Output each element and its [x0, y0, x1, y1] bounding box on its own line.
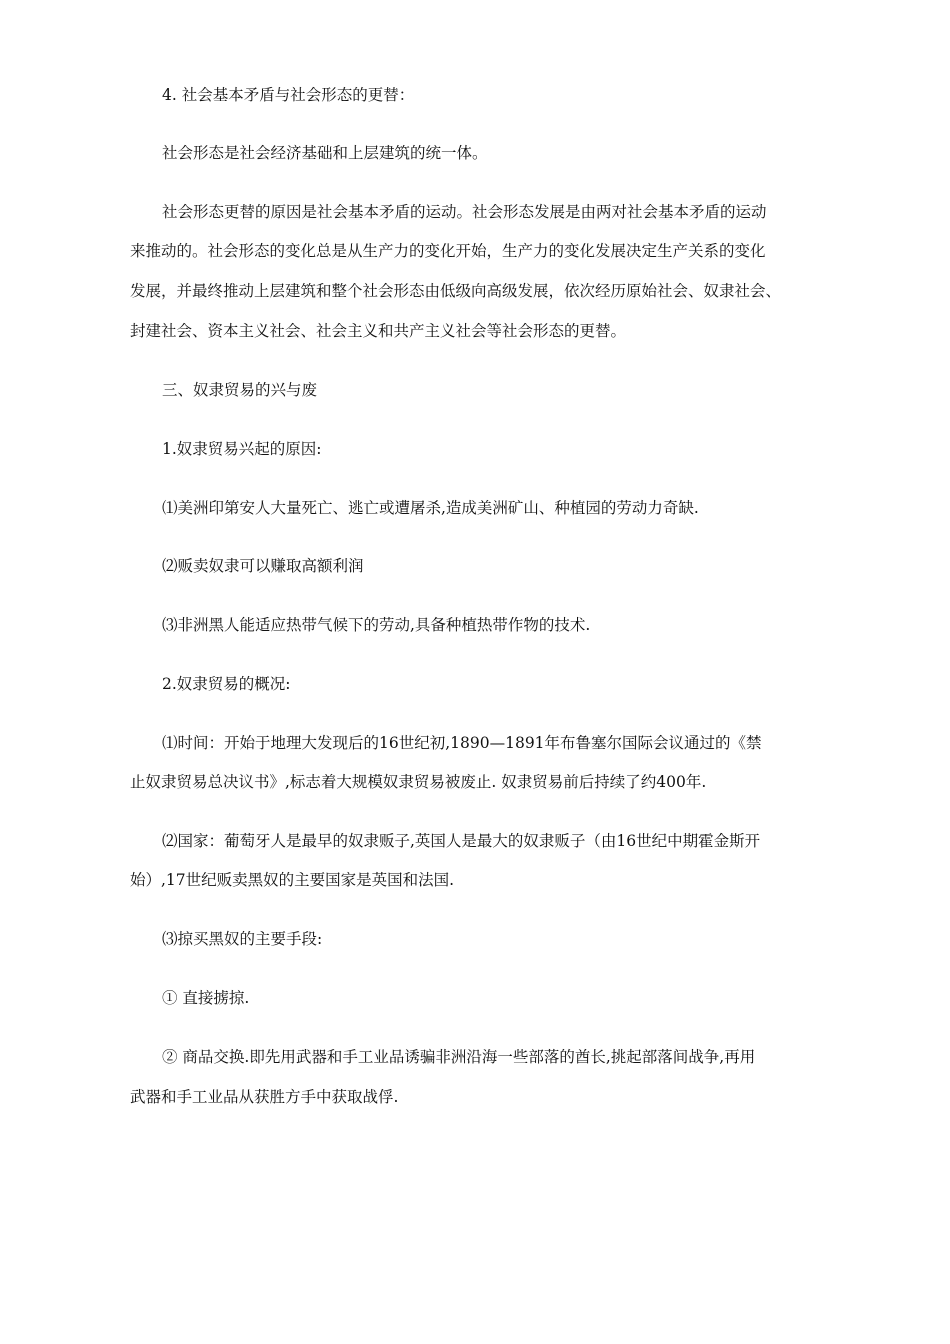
- list-item: ⑶非洲黑人能适应热带气候下的劳动,具备种植热带作物的技术.: [162, 616, 591, 634]
- subheading-overview: 2.奴隶贸易的概况:: [162, 675, 291, 693]
- paragraph-line: 社会形态更替的原因是社会基本矛盾的运动。社会形态发展是由两对社会基本矛盾的运动: [162, 203, 767, 221]
- list-item: ⑴美洲印第安人大量死亡、逃亡或遭屠杀,造成美洲矿山、种植园的劳动力奇缺.: [162, 499, 699, 517]
- list-item: ① 直接掳掠.: [162, 989, 250, 1007]
- list-item: ⑶掠买黑奴的主要手段:: [162, 930, 323, 948]
- paragraph-line: 封建社会、资本主义社会、社会主义和共产主义社会等社会形态的更替。: [130, 322, 627, 340]
- list-item: ⑵贩卖奴隶可以赚取高额利润: [162, 557, 364, 575]
- subheading-reasons: 1.奴隶贸易兴起的原因:: [162, 440, 322, 458]
- list-item: ⑴时间：开始于地理大发现后的16世纪初,1890—1891年布鲁塞尔国际会议通过的《禁: [162, 734, 762, 752]
- list-item: ② 商品交换.即先用武器和手工业品诱骗非洲沿海一些部落的酋长,挑起部落间战争,再用: [162, 1048, 756, 1066]
- paragraph-line: 来推动的。社会形态的变化总是从生产力的变化开始，生产力的变化发展决定生产关系的变化: [130, 242, 766, 260]
- list-item: ⑵国家：葡萄牙人是最早的奴隶贩子,英国人是最大的奴隶贩子（由16世纪中期霍金斯开: [162, 832, 761, 850]
- list-item-continuation: 始）,17世纪贩卖黑奴的主要国家是英国和法国.: [130, 871, 455, 889]
- section-heading-3: 三、奴隶贸易的兴与废: [162, 381, 318, 399]
- list-item-continuation: 止奴隶贸易总决议书》,标志着大规模奴隶贸易被废止. 奴隶贸易前后持续了约400年.: [130, 773, 707, 791]
- list-item-continuation: 武器和手工业品从获胜方手中获取战俘.: [130, 1088, 399, 1106]
- paragraph-line: 发展，并最终推动上层建筑和整个社会形态由低级向高级发展，依次经历原始社会、奴隶社会、: [130, 282, 782, 300]
- paragraph-definition: 社会形态是社会经济基础和上层建筑的统一体。: [162, 144, 488, 162]
- section-heading-4: 4. 社会基本矛盾与社会形态的更替：: [162, 86, 415, 104]
